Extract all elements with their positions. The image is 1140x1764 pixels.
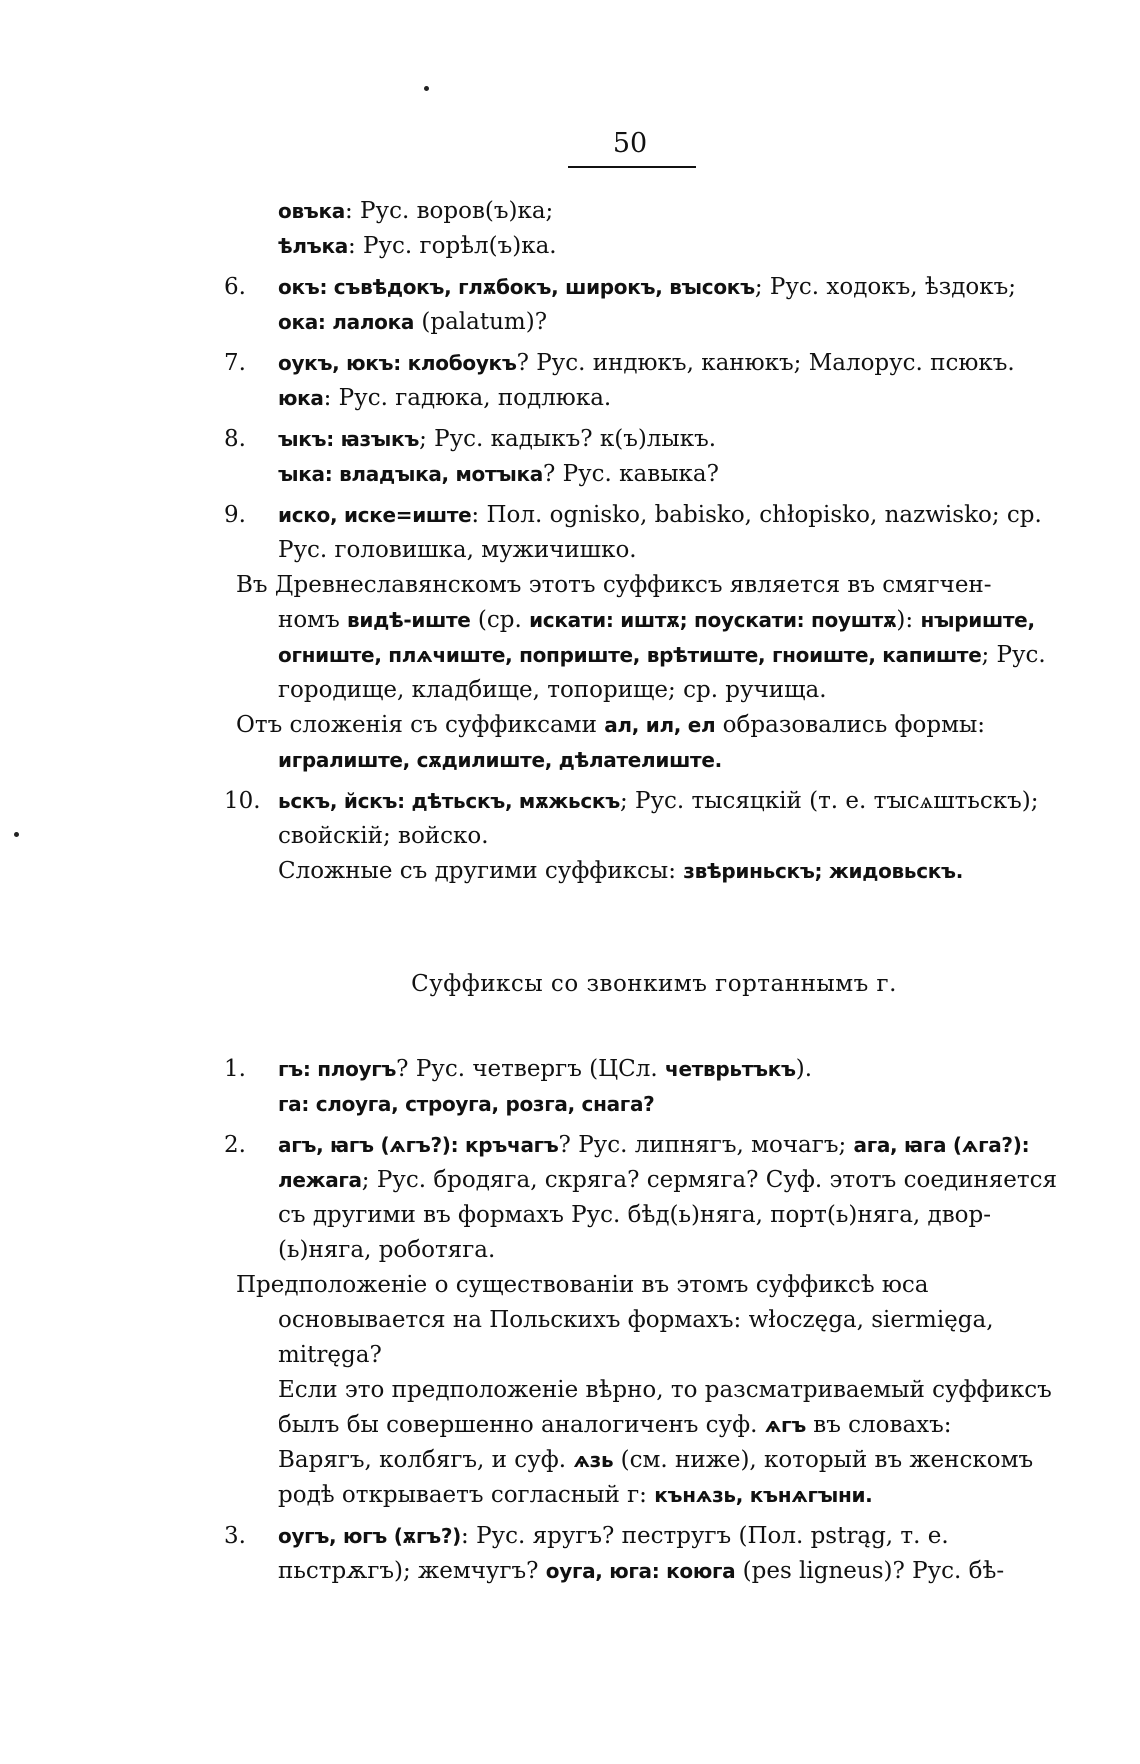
text-line (224, 638, 1084, 673)
entry-number: 3. (224, 1523, 246, 1549)
entry-number: 2. (224, 1132, 246, 1158)
text-line (224, 1373, 1084, 1408)
line-text: пьстрѫгъ); жемчугъ? (278, 1558, 546, 1584)
section-heading: Суффиксы со звонкимъ гортаннымъ г. (411, 971, 897, 997)
line-text: Рус. головишка, мужичишко. (278, 537, 637, 563)
line-text: mitręga? (278, 1342, 382, 1368)
text-line (224, 1163, 1084, 1198)
old-slavonic-term: ѣлъка (278, 234, 348, 258)
line-text: ): (896, 607, 921, 633)
old-slavonic-term: звѣриньскъ; жидовьскъ. (683, 859, 964, 883)
entry-number: 9. (224, 502, 246, 528)
text-line (224, 1268, 1084, 1303)
line-text: номъ (278, 607, 348, 633)
old-slavonic-term: видѣ-иште (347, 608, 471, 632)
line-text: (ср. (470, 607, 530, 633)
numbered-entry-line (224, 1519, 1084, 1554)
line-text: Въ Древнеславянскомъ этотъ суффиксъ является въ смягчен- (236, 572, 992, 598)
line-text: ; Рус. кадыкъ? к(ъ)лыкъ. (419, 426, 717, 452)
text-line (224, 568, 1084, 603)
line-text: : Рус. яругъ? пестругъ (Пол. pstrąg, т. е. (461, 1523, 949, 1549)
old-slavonic-term: агъ, ꙗгъ (ѧгъ?): кръчагъ (278, 1133, 559, 1157)
old-slavonic-term: ꙑка: владꙑка, мотꙑка (278, 462, 544, 486)
entry-number: 6. (224, 274, 246, 300)
text-line (224, 1233, 1084, 1268)
old-slavonic-term: кънѧзь, кънѧгꙑни. (654, 1483, 873, 1507)
old-slavonic-term: овъка (278, 199, 345, 223)
old-slavonic-term: игралиште, сѫдилиште, дѣлателиште. (278, 748, 722, 772)
numbered-entry-line (224, 784, 1084, 819)
numbered-entry-line (224, 270, 1084, 305)
page-number-rule (568, 166, 696, 168)
text-line (224, 1338, 1084, 1373)
old-slavonic-term: лежага (278, 1168, 362, 1192)
line-text: съ другими въ формахъ Рус. бѣд(ь)няга, порт(ь)няга, двор- (278, 1202, 991, 1228)
numbered-entry-line (224, 1052, 1084, 1087)
line-text: ). (795, 1056, 813, 1082)
text-line (224, 229, 1084, 264)
text-line (224, 854, 1084, 889)
line-text: (palatum)? (414, 309, 548, 335)
line-text: ? Рус. четвергъ (ЦСл. (396, 1056, 666, 1082)
line-text: : Рус. горѣл(ъ)ка. (347, 233, 557, 259)
text-line (224, 1554, 1084, 1589)
line-text: былъ бы совершенно аналогиченъ суф. (278, 1412, 765, 1438)
text-line (224, 819, 1084, 854)
section-suffixes-k (224, 194, 1084, 889)
line-text: ; Рус. (981, 642, 1046, 668)
entry-number: 8. (224, 426, 246, 452)
numbered-entry-line (224, 422, 1084, 457)
old-slavonic-term: иско, иске=иште (278, 503, 472, 527)
line-text: ; Рус. тысяцкій (т. е. тꙑсѧштьскъ); (619, 788, 1039, 814)
text-line (224, 457, 1084, 492)
old-slavonic-term: ока: лалока (278, 310, 415, 334)
text-line (224, 194, 1084, 229)
line-text: ; Рус. ходокъ, ѣздокъ; (754, 274, 1017, 300)
text-line (224, 743, 1084, 778)
old-slavonic-term: ꙑкъ: ꙗзꙑкъ (278, 427, 420, 451)
old-slavonic-term: ал, ил, ел (604, 713, 716, 737)
text-line (224, 1303, 1084, 1338)
line-text: Предположеніе о существованіи въ этомъ суффиксѣ юса (236, 1272, 929, 1298)
section-suffixes-g (224, 1052, 1084, 1589)
text-line (224, 1408, 1084, 1443)
entry-number: 10. (224, 788, 261, 814)
line-text: ; Рус. бродяга, скряга? сермяга? Суф. этотъ соединяется (361, 1167, 1057, 1193)
old-slavonic-term: ѧзь (573, 1448, 614, 1472)
line-text: Отъ сложенія съ суффиксами (236, 712, 605, 738)
line-text: ? Рус. индюкъ, канюкъ; Малорус. псюкъ. (516, 350, 1015, 376)
text-line (224, 381, 1084, 416)
text-line (224, 1478, 1084, 1513)
line-text: свойскій; войско. (278, 823, 489, 849)
entry-number: 1. (224, 1056, 246, 1082)
old-slavonic-term: оугъ, югъ (ѫгъ?) (278, 1524, 462, 1548)
old-slavonic-term: оукъ, юкъ: клобоукъ (278, 351, 517, 375)
page-number: 50 (612, 128, 648, 159)
line-text: (см. ниже), который въ женскомъ (613, 1447, 1034, 1473)
old-slavonic-term: нꙑриште, (920, 608, 1035, 632)
line-text: городище, кладбище, топорище; ср. ручища. (278, 677, 827, 703)
text-line (224, 305, 1084, 340)
line-text: основывается на Польскихъ формахъ: włoczęga, siermięga, (278, 1307, 994, 1333)
line-text: Сложные съ другими суффиксы: (278, 858, 684, 884)
line-text: ? Рус. липнягъ, мочагъ; (558, 1132, 854, 1158)
text-line (224, 1198, 1084, 1233)
old-slavonic-term: огниште, плѧчиште, поприште, врѣтиште, гноиште, капиште (278, 643, 982, 667)
old-slavonic-term: гъ: плоугъ (278, 1057, 397, 1081)
old-slavonic-term: ѧгъ (764, 1413, 806, 1437)
numbered-entry-line (224, 498, 1084, 533)
line-text: : Пол. ognisko, babisko, chłopisko, nazwisko; ср. (471, 502, 1042, 528)
text-line (224, 603, 1084, 638)
line-text: родѣ открываетъ согласный г: (278, 1482, 655, 1508)
line-text: (ь)няга, роботяга. (278, 1237, 496, 1263)
old-slavonic-term: искати: иштѫ; поускати: поуштѫ (529, 608, 897, 632)
old-slavonic-term: юка (278, 386, 324, 410)
old-slavonic-term: га: слоуга, строуга, розга, снага? (278, 1092, 655, 1116)
numbered-entry-line (224, 1128, 1084, 1163)
page-body (224, 194, 1084, 1589)
text-line (224, 533, 1084, 568)
old-slavonic-term: четврьтъкъ (665, 1057, 796, 1081)
text-line (224, 708, 1084, 743)
line-text: образовались формы: (715, 712, 986, 738)
line-text: въ словахъ: (805, 1412, 952, 1438)
line-text: ? Рус. кавыка? (543, 461, 719, 487)
old-slavonic-term: оуга, юга: коюга (545, 1559, 736, 1583)
text-line (224, 1087, 1084, 1122)
line-text: : Рус. гадюка, подлюка. (323, 385, 612, 411)
numbered-entry-line (224, 346, 1084, 381)
old-slavonic-term: ьскъ, йскъ: дѣтьскъ, мѫжьскъ (278, 789, 620, 813)
line-text: (pes ligneus)? Рус. бѣ- (735, 1558, 1005, 1584)
old-slavonic-term: окъ: съвѣдокъ, глѫбокъ, широкъ, вꙑсокъ (278, 275, 755, 299)
margin-speck (14, 832, 19, 837)
old-slavonic-term: ага, ꙗга (ѧга?): (853, 1133, 1030, 1157)
entry-number: 7. (224, 350, 246, 376)
line-text: : Рус. воров(ъ)ка; (345, 198, 554, 224)
margin-speck (424, 86, 429, 91)
text-line (224, 673, 1084, 708)
line-text: Варягъ, колбягъ, и суф. (278, 1447, 574, 1473)
text-line (224, 1443, 1084, 1478)
line-text: Если это предположеніе вѣрно, то разсматриваемый суффиксъ (278, 1377, 1052, 1403)
